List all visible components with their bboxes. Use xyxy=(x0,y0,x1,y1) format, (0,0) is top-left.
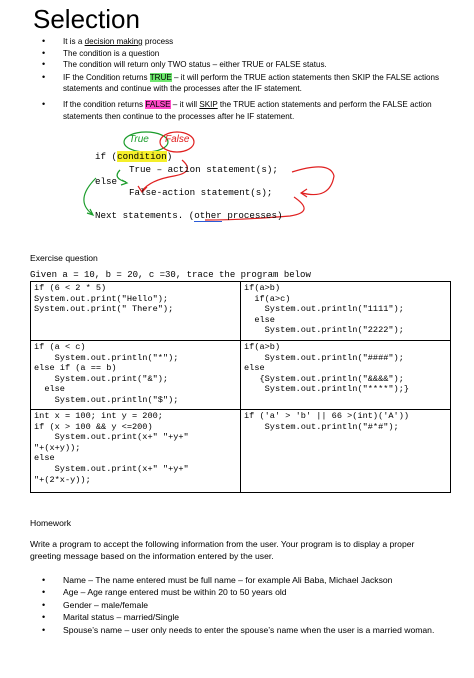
condition-highlight: condition xyxy=(117,151,167,162)
bullet-text: IF the Condition returns xyxy=(63,72,150,82)
page-title: Selection xyxy=(33,4,140,34)
exercise-cell: if(a>b) System.out.println("####"); else {System.out.println("&&&&"); System.out.println("****");} xyxy=(241,341,451,410)
bullet-text: The condition will return only TWO status – either TRUE or FALSE status. xyxy=(63,60,327,70)
exercise-cell: if (6 < 2 * 5) System.out.print("Hello"); System.out.print(" There"); xyxy=(31,282,241,341)
annotation-arrows xyxy=(0,0,474,240)
bullet-text: The condition is a question xyxy=(63,48,160,58)
diagram-else-line: else xyxy=(95,176,118,187)
exercise-cell: if ('a' > 'b' || 66 >(int)('A')) System.out.println("#*#"); xyxy=(241,410,451,493)
bullet-text: – it will perform the TRUE action statements then SKIP the FALSE actions statements and continue with the processes after the IF statement. xyxy=(63,72,440,94)
exercise-cell: if (a < c) System.out.println("*"); else if (a == b) System.out.print("&"); else System.out.println("$"); xyxy=(31,341,241,410)
homework-list xyxy=(0,574,474,636)
bullet-text: It is a xyxy=(63,37,85,46)
skip-arrow xyxy=(292,167,334,195)
diagram-if-line: if (condition) xyxy=(95,151,173,162)
true-highlight: TRUE xyxy=(149,72,172,82)
exercise-cell: if(a>b) if(a>c) System.out.println("1111"); else System.out.println("2222"); xyxy=(241,282,451,341)
diagram-false-line: False-action statement(s); xyxy=(129,187,273,198)
bullet-text: If the condition returns xyxy=(63,99,146,109)
bullet-underline: decision making xyxy=(84,37,143,46)
exercise-table xyxy=(30,281,451,493)
exercise-given: Given a = 10, b = 20, c =30, trace the program below xyxy=(30,270,311,280)
table-row xyxy=(31,282,451,341)
false-note: False xyxy=(165,134,190,145)
false-highlight: FALSE xyxy=(145,99,171,109)
bullet-text: the TRUE action statements and perform the FALSE action statements then continue to the processes after he IF statement. xyxy=(63,99,432,121)
bullet-text: process xyxy=(142,37,174,46)
diagram-next-line: Next statements. (other processes) xyxy=(95,210,283,221)
homework-intro: Write a program to accept the following information from the user. Your program is to display a proper greeting message based on the information entered by the user. xyxy=(30,539,415,561)
true-note: True xyxy=(129,134,149,145)
list-item: • Marital status – married/Single xyxy=(0,611,474,623)
diagram-true-line: True – action statement(s); xyxy=(129,164,278,175)
list-item: • Spouse’s name – user only needs to enter the spouse’s name when the user is a married woman. xyxy=(0,624,474,636)
list-item: • Name – The name entered must be full name – for example Ali Baba, Michael Jackson xyxy=(0,574,474,586)
table-row xyxy=(31,410,451,493)
true-arrow xyxy=(117,170,126,182)
table-row xyxy=(31,341,451,410)
exercise-cell: int x = 100; int y = 200; if (x > 100 && y <=200) System.out.print(x+" "+y+" "+(x+y)); else System.out.print(x+" "+y+" "+(2*x-y)); xyxy=(31,410,241,493)
list-item: • Gender – male/female xyxy=(0,599,474,611)
bullet-text: – it will xyxy=(170,99,200,109)
list-item: • Age – Age range entered must be within 20 to 50 years old xyxy=(0,586,474,598)
bullet-underline: SKIP xyxy=(199,99,218,109)
homework-heading: Homework xyxy=(30,518,72,528)
exercise-heading: Exercise question xyxy=(30,253,98,263)
